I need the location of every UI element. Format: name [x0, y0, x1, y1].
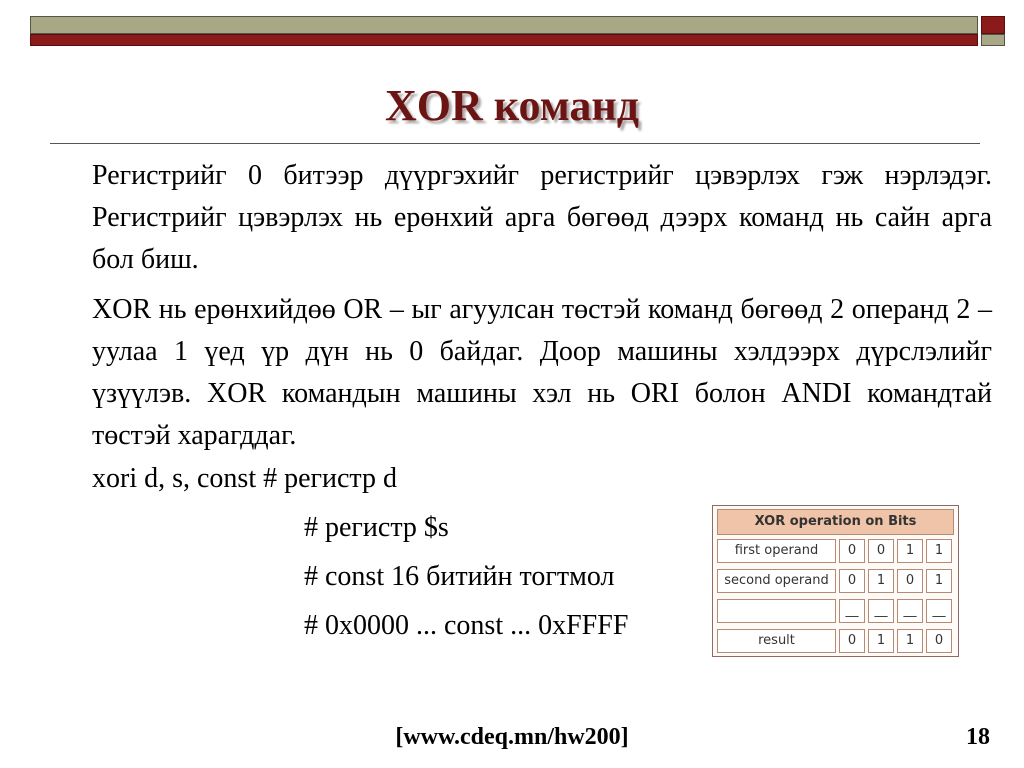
code-line-3: # const 16 битийн тогтмол [304, 561, 615, 592]
top-bar-red-square [981, 16, 1005, 34]
xor-bit-cell: 1 [926, 539, 952, 563]
xor-bit-cell: 1 [897, 539, 923, 563]
xor-row-label [717, 599, 836, 623]
paragraph-1: Регистрийг 0 битээр дүүргэхийг регистрийг цэвэрлэх гэж нэрлэдэг. Регистрийг цэвэрлэх нь ерөнхий арга бөгөөд дээрх команд нь сайн арга бол биш. [92, 160, 992, 275]
code-line-4: # 0x0000 ... const ... 0xFFFF [304, 610, 629, 641]
xor-row-result [717, 629, 954, 653]
xor-row-label: result [717, 629, 836, 653]
xor-bit-cell: 0 [839, 629, 865, 653]
xor-row-first-operand [717, 539, 954, 563]
xor-bit-cell: __ [839, 599, 865, 623]
code-line-2: # регистр $s [304, 512, 449, 543]
code-line-1: xori d, s, const # регистр d [92, 463, 398, 494]
xor-row-divider [717, 599, 954, 623]
top-decorative-bar [30, 16, 1005, 46]
xor-bit-cell: 1 [897, 629, 923, 653]
top-bar-red-band [30, 34, 978, 46]
xor-bit-cell: 1 [926, 569, 952, 593]
xor-table-header: XOR operation on Bits [717, 509, 954, 535]
xor-bit-cell: __ [868, 599, 894, 623]
xor-bit-cell: 0 [897, 569, 923, 593]
footer-url: [www.cdeq.mn/hw200] [395, 724, 629, 750]
xor-bit-cell: __ [897, 599, 923, 623]
title-divider [50, 143, 980, 144]
xor-row-second-operand [717, 569, 954, 593]
xor-bit-cell: 1 [868, 569, 894, 593]
xor-bit-cell: 0 [926, 629, 952, 653]
xor-row-label: second operand [717, 569, 836, 593]
xor-bit-cell: 0 [839, 539, 865, 563]
paragraph-2: XOR нь ерөнхийдөө OR – ыг агуулсан төстэй команд бөгөөд 2 операнд 2 – уулаа 1 үед үр дүн нь 0 байдаг. Доор машины хэлдээрх дүрслэлийг үзүүлэв. XOR командын машины хэл нь ORI болон ANDI командтай төстэй харагддаг. [92, 294, 992, 451]
page-number: 18 [966, 724, 990, 750]
slide-title: XOR команд [385, 81, 639, 130]
top-bar-gray-square [981, 34, 1005, 46]
xor-bit-cell: 1 [868, 629, 894, 653]
xor-bit-cell: 0 [839, 569, 865, 593]
xor-row-label: first operand [717, 539, 836, 563]
top-bar-gray-band [30, 16, 978, 34]
xor-bit-cell: 0 [868, 539, 894, 563]
xor-operation-table [712, 505, 959, 657]
xor-bit-cell: __ [926, 599, 952, 623]
slide-body [92, 155, 992, 465]
